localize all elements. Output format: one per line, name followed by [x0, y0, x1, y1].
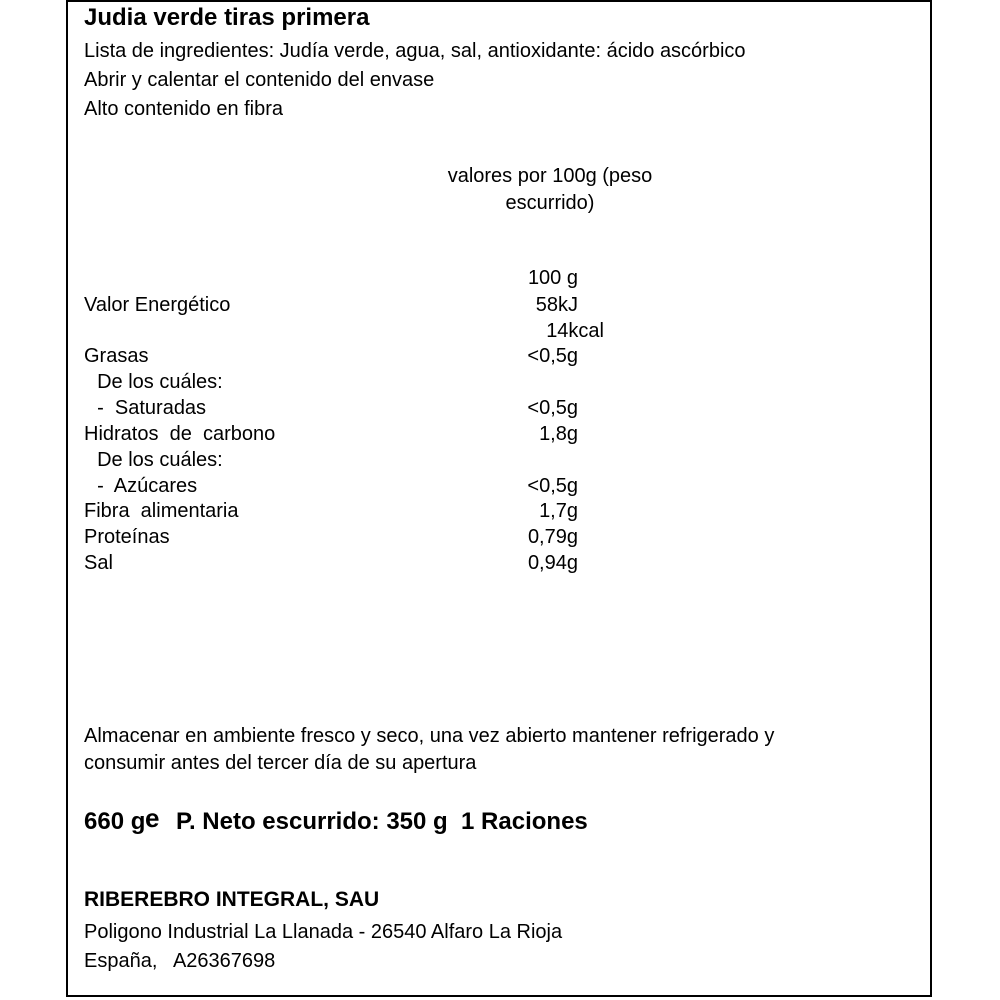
row-value-protein: 0,79g — [527, 526, 578, 548]
nutrition-header-line2: escurrido) — [505, 192, 595, 214]
company-address: Poligono Industrial La Llanada - 26540 Alfaro La Rioja — [84, 921, 563, 943]
row-value-saturated: <0,5g — [527, 397, 578, 419]
nutrition-claim: Alto contenido en fibra — [84, 98, 284, 120]
ingredients-list: Lista de ingredientes: Judía verde, agua, sal, antioxidante: ácido ascórbico — [84, 40, 746, 62]
row-label-fibre: Fibra alimentaria — [84, 500, 239, 522]
row-label-carbohydrates: Hidratos de carbono — [84, 423, 276, 445]
row-value-fat: <0,5g — [527, 345, 578, 367]
row-label-of-which-fat: De los cuáles: — [86, 371, 223, 393]
row-label-fat: Grasas — [84, 345, 149, 367]
net-weight-line — [84, 807, 588, 838]
row-value-carbohydrates: 1,8g — [539, 423, 578, 445]
preparation-instructions: Abrir y calentar el contenido del envase — [84, 69, 435, 91]
row-label-saturated: - Saturadas — [86, 397, 207, 419]
row-label-of-which-carbs: De los cuáles: — [86, 449, 223, 471]
storage-instructions-line2: consumir antes del tercer día de su apertura — [84, 752, 477, 774]
row-value-salt: 0,94g — [527, 552, 578, 574]
row-value-sugars: <0,5g — [527, 475, 578, 497]
product-title: Judia verde tiras primera — [84, 4, 370, 31]
company-name: RIBEREBRO INTEGRAL, SAU — [84, 888, 380, 911]
row-value-energy-kj: 58kJ — [535, 294, 578, 316]
net-weight: 660 g — [84, 807, 146, 835]
storage-instructions-line1: Almacenar en ambiente fresco y seco, una vez abierto mantener refrigerado y — [84, 725, 775, 747]
row-label-salt: Sal — [84, 552, 113, 574]
drained-weight: P. Neto escurrido: 350 g 1 Raciones — [176, 807, 588, 835]
row-value-energy-kcal: 14kcal — [546, 320, 604, 342]
estimated-e-mark-text: e — [145, 807, 160, 831]
row-value-fibre: 1,7g — [539, 500, 578, 522]
row-label-sugars: - Azúcares — [86, 475, 198, 497]
estimated-e-mark-icon — [145, 807, 167, 838]
nutrition-column-label: 100 g — [527, 267, 578, 289]
row-label-energy: Valor Energético — [84, 294, 231, 316]
company-country-id: España, A26367698 — [84, 950, 276, 972]
nutrition-header-line1: valores por 100g (peso — [447, 165, 653, 187]
row-label-protein: Proteínas — [84, 526, 170, 548]
